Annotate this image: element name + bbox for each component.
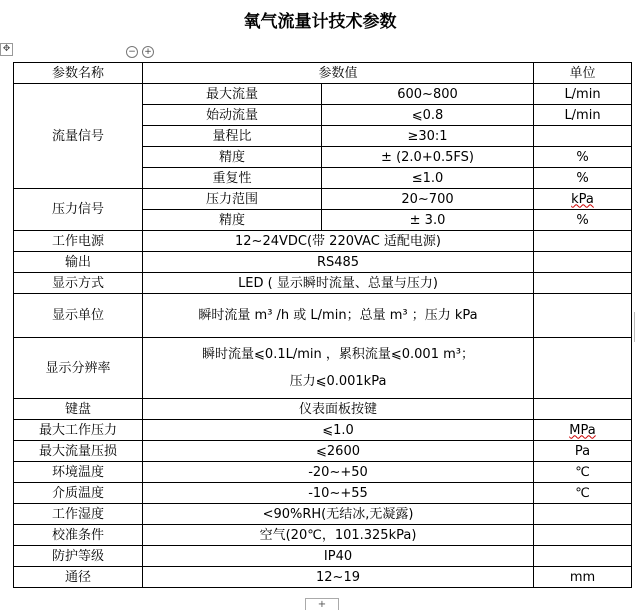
- param-value: 12~24VDC(带 220VAC 适配电源): [143, 231, 534, 252]
- row-label: 校准条件: [14, 525, 143, 546]
- table-row: [14, 338, 632, 399]
- table-row: [14, 252, 632, 273]
- row-label: 工作电源: [14, 231, 143, 252]
- row-label: 流量信号: [14, 84, 143, 189]
- param-value: ⩽2600: [143, 441, 534, 462]
- table-row: [14, 294, 632, 338]
- param-value: 12~19: [143, 567, 534, 588]
- row-label: 防护等级: [14, 546, 143, 567]
- param-unit: %: [534, 147, 632, 168]
- table-row: [14, 63, 632, 84]
- table-row: [14, 462, 632, 483]
- header-param-name: 参数名称: [14, 63, 143, 84]
- param-value: <90%RH(无结冰,无凝露): [143, 504, 534, 525]
- param-unit: Pa: [534, 441, 632, 462]
- header-unit: 单位: [534, 63, 632, 84]
- param-value: 仪表面板按键: [143, 399, 534, 420]
- row-resize-marker[interactable]: [634, 312, 640, 342]
- sub-param-name: 量程比: [143, 126, 322, 147]
- table-row: [14, 84, 632, 105]
- param-unit: [534, 546, 632, 567]
- table-row: [14, 567, 632, 588]
- table-row: [14, 483, 632, 504]
- param-unit: [534, 399, 632, 420]
- table-row: [14, 504, 632, 525]
- add-column-icon[interactable]: +: [142, 46, 154, 58]
- row-label: 最大流量压损: [14, 441, 143, 462]
- param-unit: ℃: [534, 462, 632, 483]
- table-row: [14, 273, 632, 294]
- row-label: 压力信号: [14, 189, 143, 231]
- param-unit: [534, 420, 632, 441]
- param-unit: [534, 126, 632, 147]
- param-unit: L/min: [534, 105, 632, 126]
- param-unit: [534, 231, 632, 252]
- add-row-button[interactable]: +: [305, 598, 339, 610]
- param-unit: [534, 189, 632, 210]
- param-value: -20~+50: [143, 462, 534, 483]
- param-value: 20~700: [322, 189, 534, 210]
- row-label: 通径: [14, 567, 143, 588]
- row-label: 显示方式: [14, 273, 143, 294]
- param-value: RS485: [143, 252, 534, 273]
- row-label: 显示单位: [14, 294, 143, 338]
- table-row: [14, 399, 632, 420]
- collapse-column-icon[interactable]: −: [126, 46, 138, 58]
- table-row: [14, 231, 632, 252]
- param-unit: %: [534, 168, 632, 189]
- table-row: [14, 441, 632, 462]
- row-label: 介质温度: [14, 483, 143, 504]
- param-value: ± 3.0: [322, 210, 534, 231]
- spec-table: [13, 62, 632, 588]
- sub-param-name: 最大流量: [143, 84, 322, 105]
- param-unit: mm: [534, 567, 632, 588]
- param-unit: [534, 338, 632, 399]
- table-row: [14, 546, 632, 567]
- table-row: [14, 525, 632, 546]
- param-value: -10~+55: [143, 483, 534, 504]
- param-value: [143, 338, 534, 399]
- row-label: 键盘: [14, 399, 143, 420]
- unit-text: kPa: [571, 191, 594, 207]
- row-label: 显示分辨率: [14, 338, 143, 399]
- param-unit: [534, 273, 632, 294]
- param-unit: [534, 294, 632, 338]
- param-value: 600~800: [322, 84, 534, 105]
- table-row: [14, 420, 632, 441]
- param-unit: %: [534, 210, 632, 231]
- param-unit: [534, 525, 632, 546]
- resolution-line-1: 瞬时流量⩽0.1L/min ，累积流量⩽0.001 m³；: [202, 347, 474, 362]
- document-title: 氧气流量计技术参数: [243, 12, 397, 32]
- row-label: 输出: [14, 252, 143, 273]
- param-value: ± (2.0+0.5FS): [322, 147, 534, 168]
- row-label: 最大工作压力: [14, 420, 143, 441]
- table-row: [14, 189, 632, 210]
- param-unit: ℃: [534, 483, 632, 504]
- header-param-value: 参数值: [143, 63, 534, 84]
- row-label: 工作湿度: [14, 504, 143, 525]
- param-unit: [534, 504, 632, 525]
- param-value: IP40: [143, 546, 534, 567]
- param-value: ≤1.0: [322, 168, 534, 189]
- param-value: ≥30:1: [322, 126, 534, 147]
- sub-param-name: 精度: [143, 147, 322, 168]
- table-move-handle-icon[interactable]: ✥: [0, 43, 13, 56]
- param-value: ⩽0.8: [322, 105, 534, 126]
- sub-param-name: 压力范围: [143, 189, 322, 210]
- param-value: LED ( 显示瞬时流量、总量与压力): [143, 273, 534, 294]
- unit-text: MPa: [569, 422, 596, 438]
- param-value: 空气(20℃，101.325kPa): [143, 525, 534, 546]
- param-value: 瞬时流量 m³ /h 或 L/min；总量 m³ ；压力 kPa: [143, 294, 534, 338]
- param-unit: L/min: [534, 84, 632, 105]
- param-value: ⩽1.0: [143, 420, 534, 441]
- row-label: 环境温度: [14, 462, 143, 483]
- resolution-line-2: 压力⩽0.001kPa: [289, 374, 387, 389]
- param-unit: [534, 252, 632, 273]
- sub-param-name: 始动流量: [143, 105, 322, 126]
- sub-param-name: 重复性: [143, 168, 322, 189]
- sub-param-name: 精度: [143, 210, 322, 231]
